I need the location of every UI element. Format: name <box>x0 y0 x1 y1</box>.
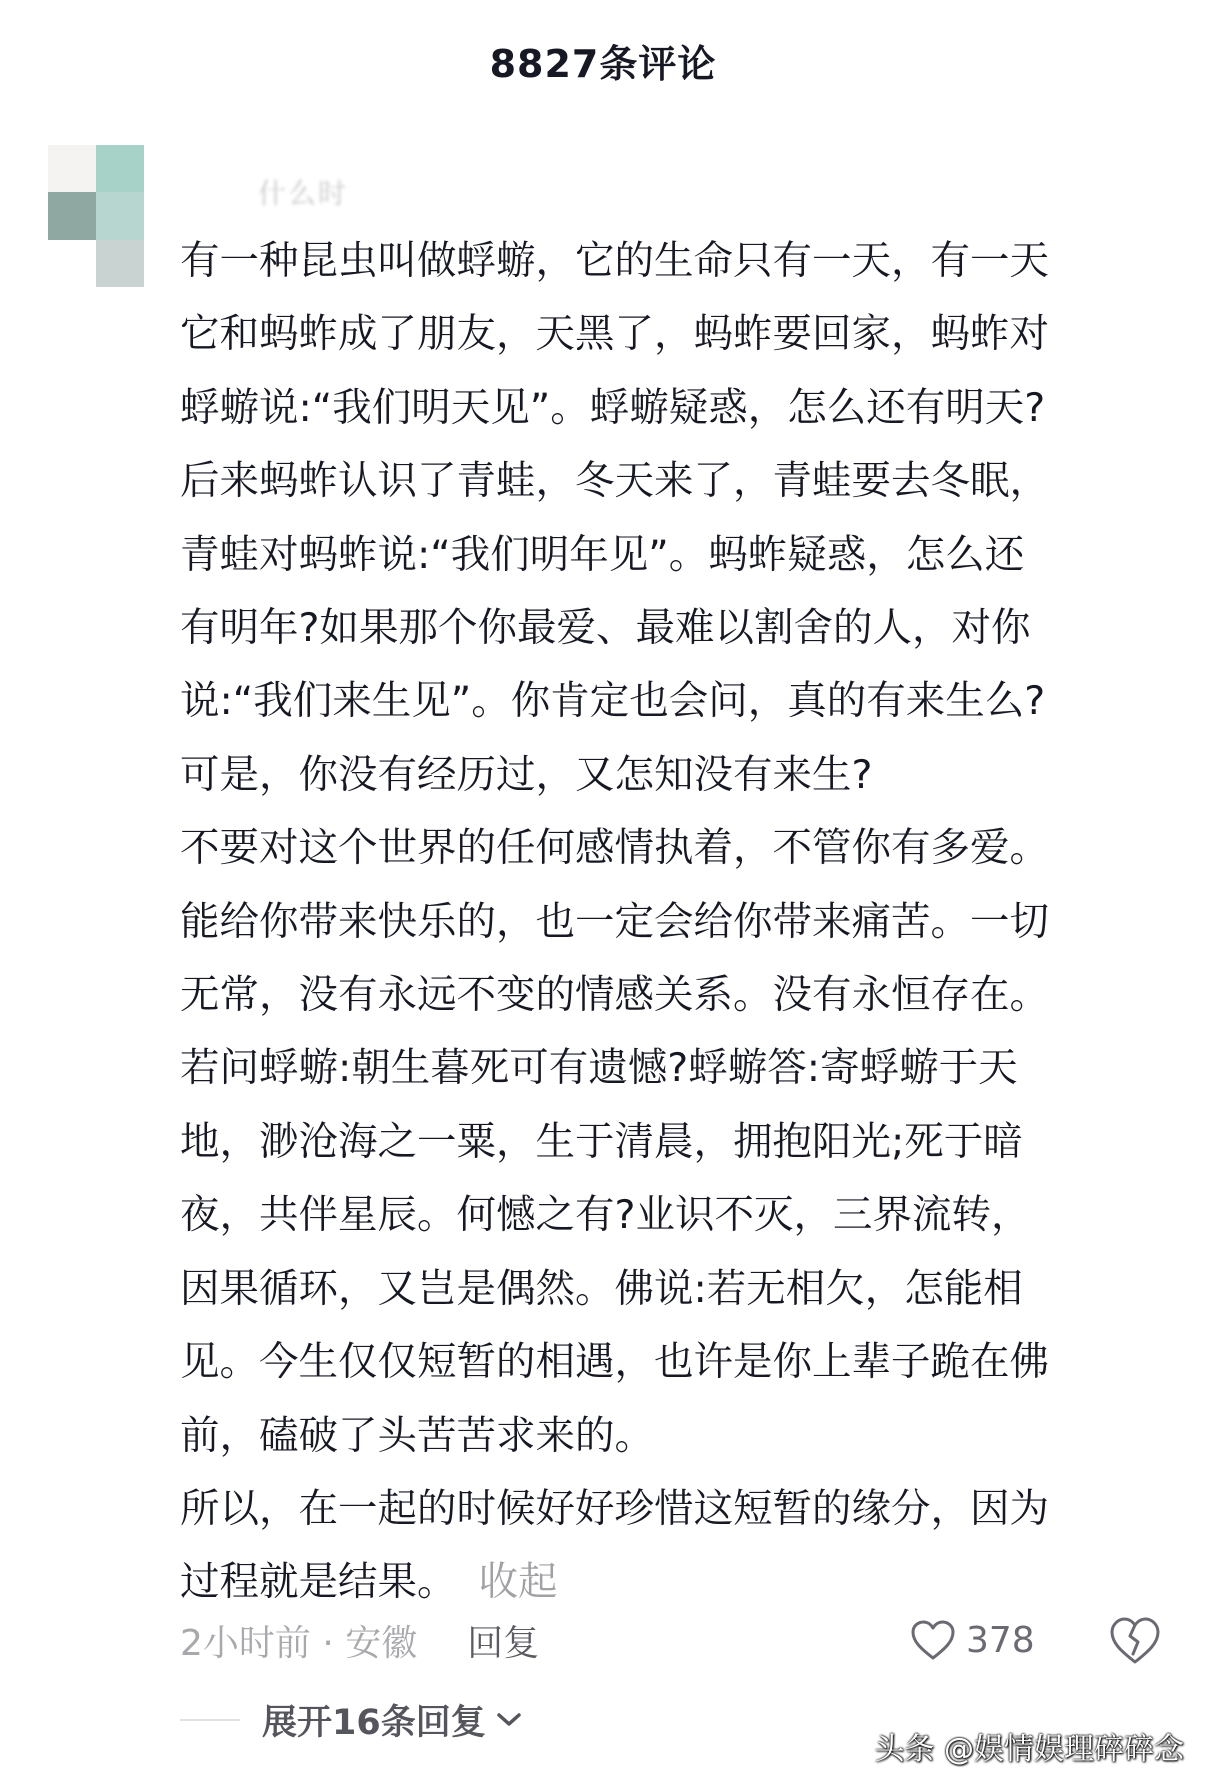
comment-line: 地，渺沧海之一粟，生于清晨，拥抱阳光;死于暗 <box>180 1118 1023 1165</box>
comment-line: 有一种昆虫叫做蜉蝣，它的生命只有一天，有一天 <box>180 238 1049 284</box>
avatar-tile <box>96 192 144 240</box>
comment-line: 无常，没有永远不变的情感关系。没有永恒存在。 <box>180 972 1049 1019</box>
comment-line: 前，磕破了头苦苦求来的。 <box>180 1412 654 1459</box>
comment-line: 若问蜉蝣:朝生暮死可有遗憾?蜉蝣答:寄蜉蝣于天 <box>180 1045 1018 1092</box>
comment-lines <box>180 225 1180 1546</box>
broken-heart-icon[interactable] <box>1108 1614 1162 1666</box>
comment-body <box>180 225 1180 1620</box>
comment-line: 蜉蝣说:“我们明天见”。蜉蝣疑惑，怎么还有明天? <box>180 384 1046 431</box>
reply-button[interactable]: 回复 <box>467 1622 540 1664</box>
comment-count-title: 8827条评论 <box>489 41 717 86</box>
comment-line: 可是，你没有经历过，又怎知没有来生? <box>180 751 873 798</box>
watermark: 头条 @娱情娱理碎碎念 <box>874 1732 1184 1767</box>
comment-text-last: 过程就是结果。 <box>180 1559 457 1606</box>
comment-line: 它和蚂蚱成了朋友，天黑了，蚂蚱要回家，蚂蚱对 <box>180 311 1049 358</box>
comment-line: 能给你带来快乐的，也一定会给你带来痛苦。一切 <box>180 898 1049 945</box>
comment-line: 因果循环，又岂是偶然。佛说:若无相欠，怎能相 <box>180 1265 1023 1312</box>
avatar-tile <box>96 145 144 192</box>
comment-line: 不要对这个世界的任何感情执着，不管你有多爱。 <box>180 825 1049 872</box>
collapse-button[interactable]: 收起 <box>478 1559 558 1606</box>
avatar[interactable] <box>48 145 144 287</box>
comment-line-last <box>180 1546 1180 1619</box>
comment-line: 夜，共伴星辰。何憾之有?业识不灭，三界流转， <box>180 1192 1031 1239</box>
divider <box>180 1719 240 1721</box>
comment-line: 见。今生仅仅短暂的相遇，也许是你上辈子跪在佛 <box>180 1339 1049 1386</box>
comment-meta-row <box>180 1610 1180 1670</box>
avatar-tile <box>48 192 96 240</box>
comment-line: 说:“我们来生见”。你肯定也会问，真的有来生么? <box>180 678 1046 725</box>
comment-line: 所以，在一起的时候好好珍惜这短暂的缘分，因为 <box>180 1485 1049 1532</box>
comment-author-name[interactable]: 什么时 <box>258 177 349 210</box>
chevron-down-icon <box>496 1711 522 1729</box>
avatar-tile <box>96 240 144 287</box>
avatar-tile <box>48 240 96 287</box>
like-button[interactable] <box>910 1610 1035 1670</box>
comment-line: 青蛙对蚂蚱说:“我们明年见”。蚂蚱疑惑，怎么还 <box>180 531 1025 578</box>
comments-header <box>0 0 1206 120</box>
comment-time-location: 2小时前 · 安徽 <box>180 1622 418 1664</box>
like-count: 378 <box>966 1619 1035 1661</box>
avatar-tile <box>48 145 96 192</box>
comment-line: 后来蚂蚱认识了青蛙，冬天来了，青蛙要去冬眠， <box>180 458 1049 505</box>
expand-replies-label: 展开16条回复 <box>262 1703 486 1743</box>
expand-replies-button[interactable] <box>180 1690 522 1750</box>
comment-line: 有明年?如果那个你最爱、最难以割舍的人，对你 <box>180 605 1031 652</box>
heart-icon <box>910 1619 956 1661</box>
